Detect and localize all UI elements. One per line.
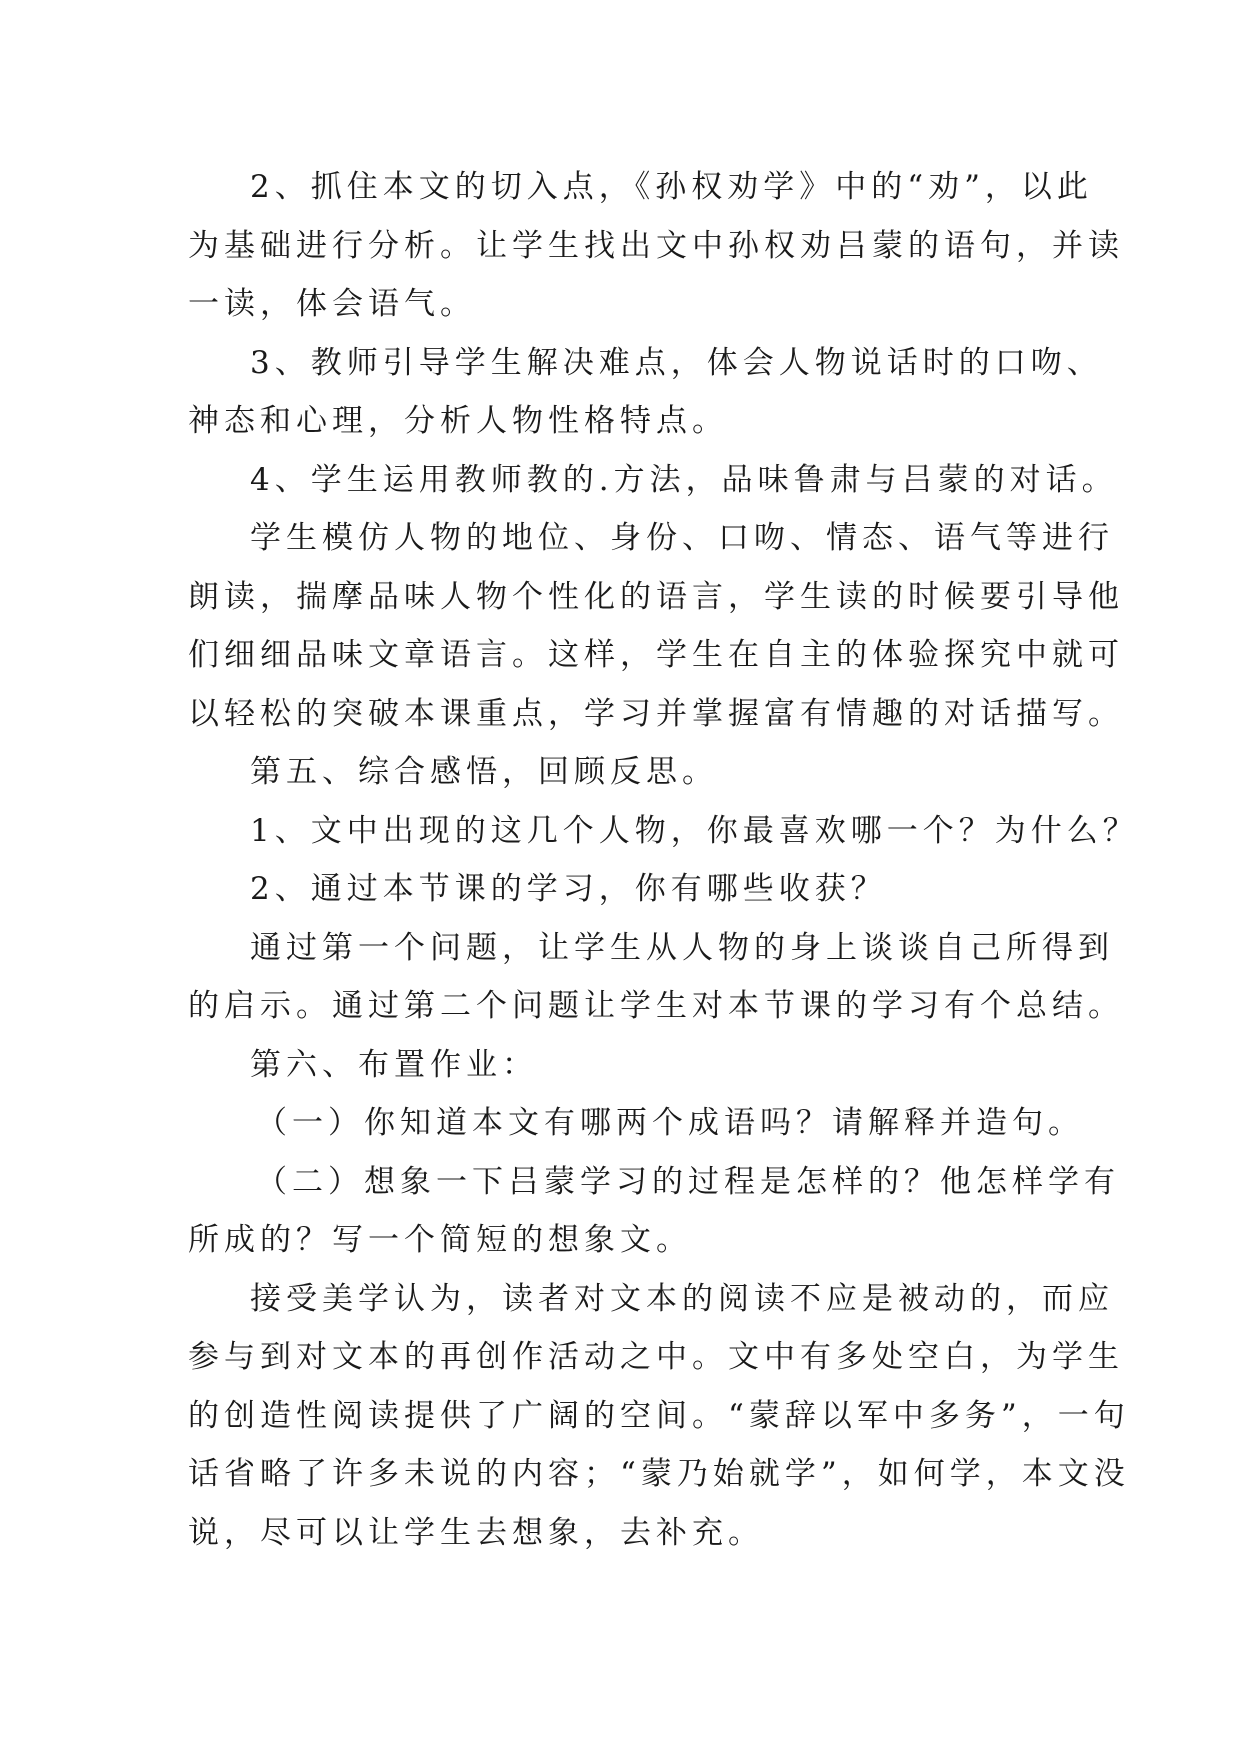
text-line: 学生模仿人物的地位、身份、口吻、情态、语气等进行 bbox=[250, 520, 1114, 556]
text-line: 所成的？写一个简短的想象文。 bbox=[188, 1222, 692, 1258]
text-line: 通过第一个问题，让学生从人物的身上谈谈自己所得到 bbox=[250, 930, 1114, 966]
text-line: 们细细品味文章语言。这样，学生在自主的体验探究中就可 bbox=[188, 637, 1124, 673]
text-line: 朗读，揣摩品味人物个性化的语言，学生读的时候要引导他 bbox=[188, 579, 1124, 615]
text-line: 神态和心理，分析人物性格特点。 bbox=[188, 403, 728, 439]
text-line: （二）想象一下吕蒙学习的过程是怎样的？他怎样学有 bbox=[256, 1164, 1120, 1200]
text-line: 1、文中出现的这几个人物，你最喜欢哪一个？为什么？ bbox=[250, 813, 1139, 849]
text-line: 为基础进行分析。让学生找出文中孙权劝吕蒙的语句，并读 bbox=[188, 228, 1124, 264]
text-line: 2、抓住本文的切入点，《孙权劝学》中的“劝”，以此 bbox=[250, 169, 1093, 205]
text-line: 的启示。通过第二个问题让学生对本节课的学习有个总结。 bbox=[188, 988, 1124, 1024]
text-line: 一读，体会语气。 bbox=[188, 286, 476, 322]
text-line: 接受美学认为，读者对文本的阅读不应是被动的，而应 bbox=[250, 1281, 1114, 1317]
text-line: 3、教师引导学生解决难点，体会人物说话时的口吻、 bbox=[250, 345, 1103, 381]
text-line: 4、学生运用教师教的.方法，品味鲁肃与吕蒙的对话。 bbox=[250, 462, 1118, 498]
section-heading: 第五、综合感悟，回顾反思。 bbox=[250, 754, 718, 790]
section-heading: 第六、布置作业： bbox=[250, 1047, 538, 1083]
text-line: 以轻松的突破本课重点，学习并掌握富有情趣的对话描写。 bbox=[188, 696, 1124, 732]
text-line: 2、通过本节课的学习，你有哪些收获？ bbox=[250, 871, 887, 907]
text-line: 参与到对文本的再创作活动之中。文中有多处空白，为学生 bbox=[188, 1339, 1124, 1375]
text-line: 说，尽可以让学生去想象，去补充。 bbox=[188, 1515, 764, 1551]
text-line: （一）你知道本文有哪两个成语吗？请解释并造句。 bbox=[256, 1105, 1084, 1141]
text-line: 的创造性阅读提供了广阔的空间。“蒙辞以军中多务”，一句 bbox=[188, 1398, 1130, 1434]
text-line: 话省略了许多未说的内容；“蒙乃始就学”，如何学，本文没 bbox=[188, 1456, 1130, 1492]
